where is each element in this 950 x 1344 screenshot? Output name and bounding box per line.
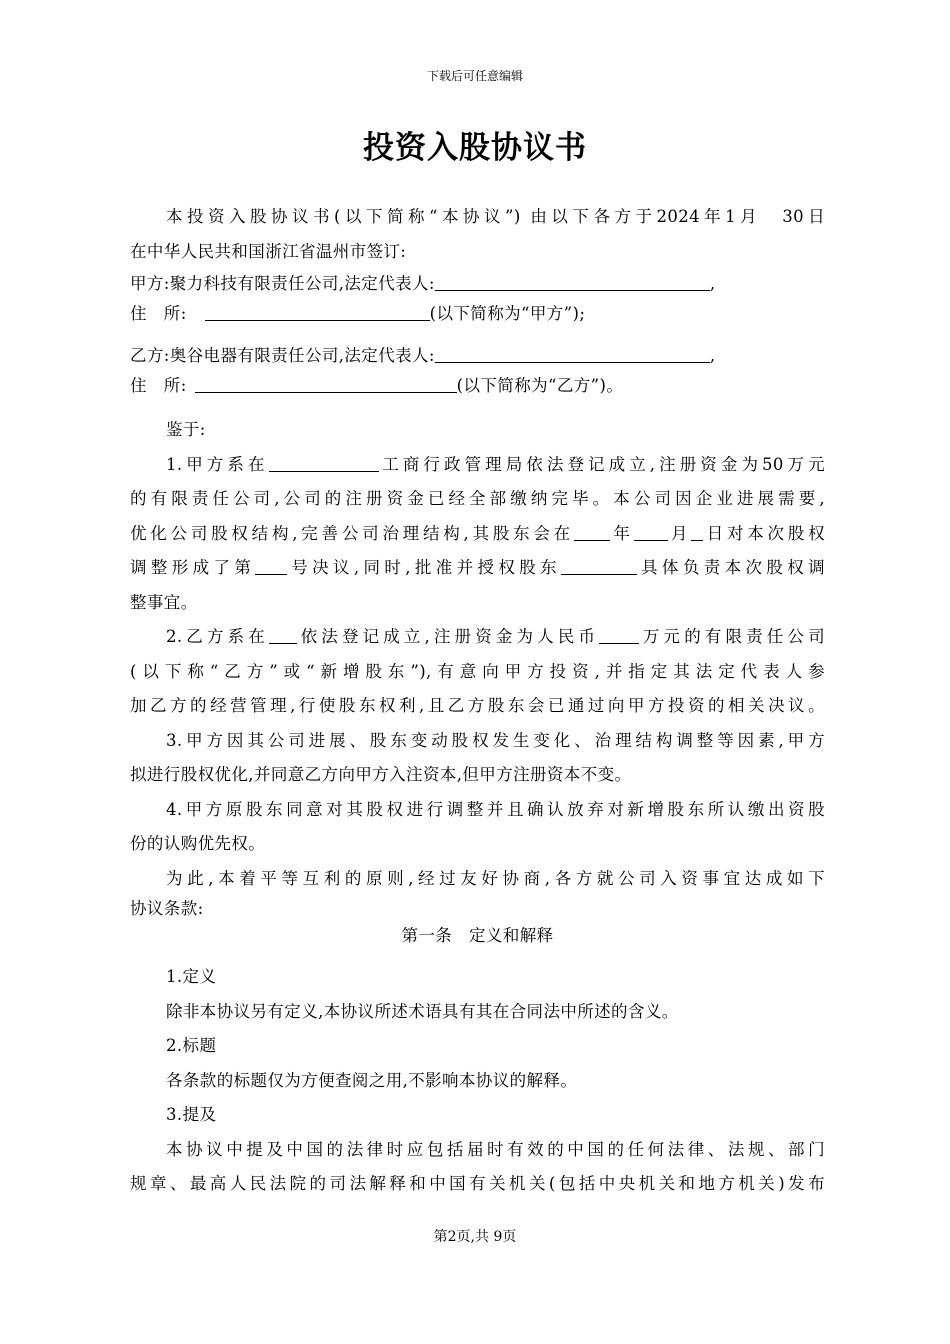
bureau-blank	[269, 453, 379, 472]
section-1-title: 1.定义	[166, 967, 217, 986]
party-a-address-label: 住 所:	[130, 304, 187, 323]
whereas-1-line-4	[130, 551, 825, 586]
party-a-address-line	[130, 299, 825, 329]
party-a-rep-blank	[435, 272, 710, 291]
month-blank	[634, 522, 668, 541]
whereas-2-text-a: 2.乙方系在	[166, 627, 269, 646]
header-note: 下载后可任意编辑	[426, 69, 523, 83]
whereas-1-text-c: 优化公司股权结构,完善公司治理结构,其股东会在	[130, 523, 574, 543]
intro-line-2: 在中华人民共和国浙江省温州市签订:	[130, 241, 407, 261]
whereas-1-text-a: 1.甲方系在	[166, 454, 269, 474]
party-b-rep-blank	[435, 344, 710, 363]
party-a-text: 甲方:聚力科技有限责任公司,法定代表人:	[130, 274, 435, 293]
capital-blank	[599, 625, 639, 644]
whereas-1-text-b: 工商行政管理局依法登记成立,注册资金为50万元	[378, 454, 825, 474]
month-label: 月	[667, 523, 692, 543]
party-a-line	[130, 269, 825, 299]
whereas-1-text-d: 日对本次股权	[703, 523, 825, 543]
section-2-title: 2.标题	[166, 1036, 217, 1055]
year-label: 年	[609, 523, 634, 543]
resolution-no-blank	[255, 556, 287, 575]
party-b-address-line	[130, 371, 825, 401]
section-1-text: 除非本协议另有定义,本协议所述术语具有其在合同法中所述的含义。	[166, 1001, 679, 1021]
therefore-line-1: 为此,本着平等互利的原则,经过友好协商,各方就公司入资事宜达成如下	[166, 868, 825, 888]
whereas-2-line-2: (以下称“乙方”或“新增股东”),有意向甲方投资,并指定其法定代表人参	[130, 661, 825, 681]
whereas-4-line-2: 份的认购优先权。	[130, 834, 266, 853]
document-body	[130, 200, 825, 1202]
intro-line-1: 本投资入股协议书(以下简称“本协议”) 由以下各方于2024年1月 30日	[166, 207, 825, 226]
whereas-1-line-1	[130, 448, 825, 483]
whereas-1-text-g: 具体负责本次股权调	[637, 558, 825, 577]
page-footer: 第2页,共 9页	[433, 1229, 517, 1245]
party-b-address-blank	[195, 374, 457, 393]
whereas-2-line-1	[130, 620, 825, 655]
section-3-line-1: 本协议中提及中国的法律时应包括届时有效的中国的任何法律、法规、部门	[166, 1139, 825, 1159]
section-3-title: 3.提及	[166, 1105, 217, 1124]
therefore-line-2: 协议条款:	[130, 899, 204, 918]
party-b-line	[130, 341, 825, 371]
party-a-address-suffix: (以下简称为“甲方”);	[429, 304, 586, 323]
whereas-1-text-f: 号决议,同时,批准并授权股东	[287, 558, 562, 577]
article-1-heading: 第一条 定义和解释	[401, 926, 554, 945]
party-b-comma: ,	[709, 346, 716, 365]
day-blank	[691, 522, 703, 541]
party-a-comma: ,	[709, 274, 716, 293]
place-blank	[269, 625, 297, 644]
section-2-text: 各条款的标题仅为方便查阅之用,不影响本协议的解释。	[166, 1070, 578, 1090]
year-blank	[574, 522, 610, 541]
document-title: 投资入股协议书	[363, 130, 587, 166]
whereas-2-text-b: 依法登记成立,注册资金为人民币	[296, 627, 600, 646]
whereas-1-text-e: 调整形成了第	[130, 558, 256, 577]
whereas-2-line-3: 加乙方的经营管理,行使股东权利,且乙方股东会已通过向甲方投资的相关决议。	[130, 696, 825, 715]
whereas-1-line-3	[130, 517, 825, 552]
whereas-3-line-1: 3.甲方因其公司进展、股东变动股权发生变化、治理结构调整等因素,甲方	[166, 730, 825, 750]
party-b-address-suffix: (以下简称为“乙方”)。	[456, 376, 624, 395]
whereas-3-line-2: 拟进行股权优化,并同意乙方向甲方入注资本,但甲方注册资本不变。	[130, 765, 632, 784]
whereas-4-line-1: 4.甲方原股东同意对其股权进行调整并且确认放弃对新增股东所认缴出资股	[166, 799, 825, 819]
section-3-line-2: 规章、最高人民法院的司法解释和中国有关机关(包括中央机关和地方机关)发布	[130, 1174, 825, 1193]
whereas-1-line-5: 整事宜。	[130, 592, 198, 612]
whereas-1-line-2: 的有限责任公司,公司的注册资金已经全部缴纳完毕。本公司因企业进展需要,	[130, 489, 825, 508]
party-b-text: 乙方:奥谷电器有限责任公司,法定代表人:	[130, 346, 435, 365]
party-a-address-blank	[205, 302, 430, 321]
whereas-heading: 鉴于:	[166, 420, 206, 439]
whereas-2-text-c: 万元的有限责任公司	[639, 627, 825, 646]
party-b-address-label: 住 所:	[130, 376, 187, 395]
shareholder-blank	[561, 556, 637, 575]
